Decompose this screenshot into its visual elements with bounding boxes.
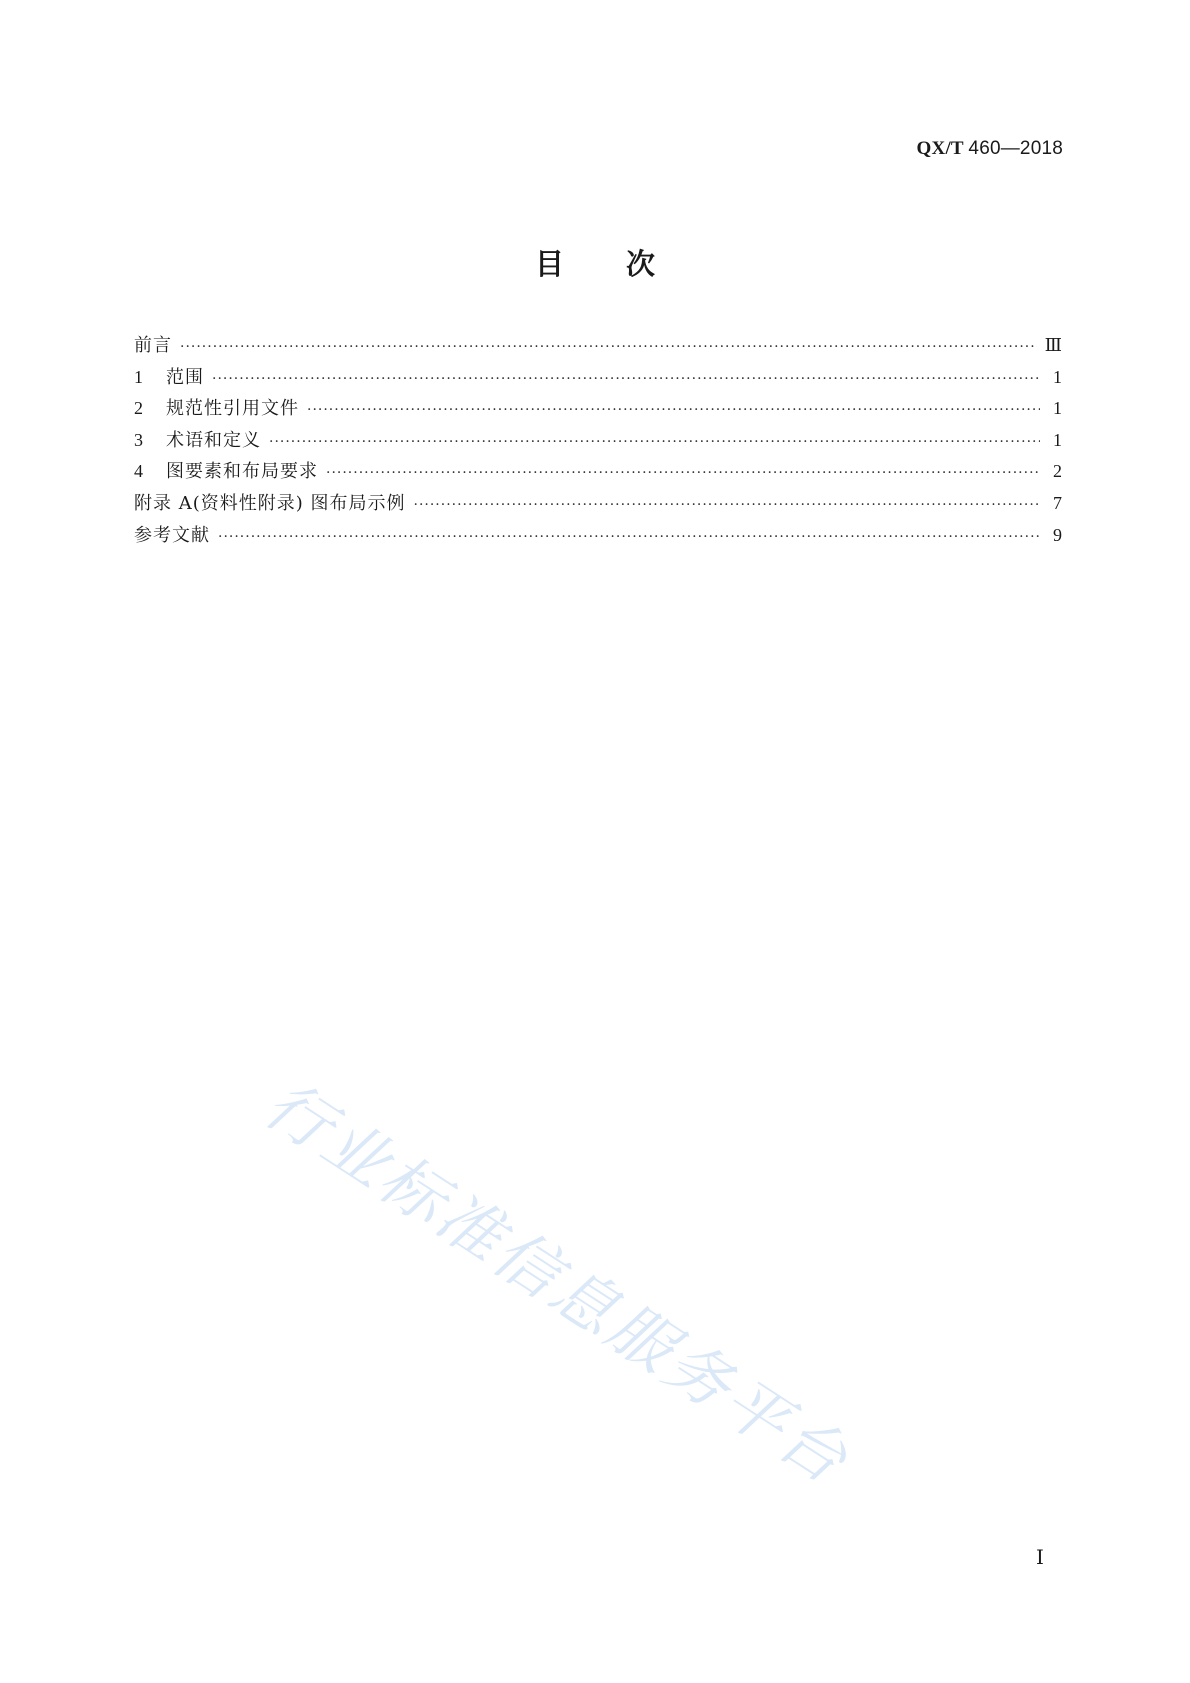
toc-entry-bibliography[interactable] bbox=[134, 521, 1062, 553]
toc-entry-label: 图要素和布局要求 bbox=[166, 461, 318, 483]
standard-number: 460—2018 bbox=[968, 138, 1063, 159]
toc-entry-page: 1 bbox=[1053, 398, 1062, 419]
toc-entry-preface[interactable] bbox=[134, 331, 1062, 363]
toc-entry-layout-requirements[interactable] bbox=[134, 457, 1062, 489]
toc-entry-appendix-a[interactable] bbox=[134, 489, 1062, 521]
toc-entry-scope[interactable] bbox=[134, 363, 1062, 395]
toc-title: 目次 bbox=[534, 247, 717, 281]
toc-entry-normative-references[interactable] bbox=[134, 394, 1062, 426]
standard-code bbox=[917, 138, 1063, 160]
toc-entry-label: 参考文献 bbox=[134, 524, 210, 546]
toc-leader-dots bbox=[212, 371, 1040, 387]
toc-entry-page: 7 bbox=[1053, 492, 1062, 513]
toc-entry-number: 4 bbox=[134, 461, 143, 482]
toc-entry-page: 1 bbox=[1053, 429, 1062, 450]
toc-entry-label: 前言 bbox=[134, 335, 172, 356]
toc-entry-label: 范围 bbox=[166, 366, 204, 388]
toc-leader-dots bbox=[180, 339, 1037, 355]
toc-entry-page: Ⅲ bbox=[1044, 335, 1062, 355]
toc-entry-terms-definitions[interactable] bbox=[134, 426, 1062, 458]
toc-entry-page: 2 bbox=[1053, 461, 1062, 482]
toc-entry-number: 3 bbox=[134, 429, 143, 450]
toc-leader-dots bbox=[326, 465, 1040, 481]
table-of-contents bbox=[134, 331, 1062, 552]
page-number: Ⅰ bbox=[1036, 1547, 1044, 1569]
toc-entry-page: 1 bbox=[1053, 366, 1062, 387]
toc-leader-dots bbox=[218, 529, 1040, 545]
toc-entry-page: 9 bbox=[1053, 524, 1062, 545]
toc-entry-number: 1 bbox=[134, 366, 143, 387]
watermark: 行业标准信息服务平台 bbox=[251, 1067, 863, 1500]
toc-leader-dots bbox=[269, 434, 1040, 450]
toc-leader-dots bbox=[307, 402, 1040, 418]
standard-prefix: QX/T bbox=[916, 138, 964, 159]
toc-entry-label: 附录 A(资料性附录) 图布局示例 bbox=[134, 492, 406, 514]
toc-leader-dots bbox=[414, 497, 1041, 513]
toc-entry-number: 2 bbox=[134, 398, 143, 419]
toc-entry-label: 规范性引用文件 bbox=[166, 398, 299, 420]
toc-entry-label: 术语和定义 bbox=[166, 429, 261, 451]
